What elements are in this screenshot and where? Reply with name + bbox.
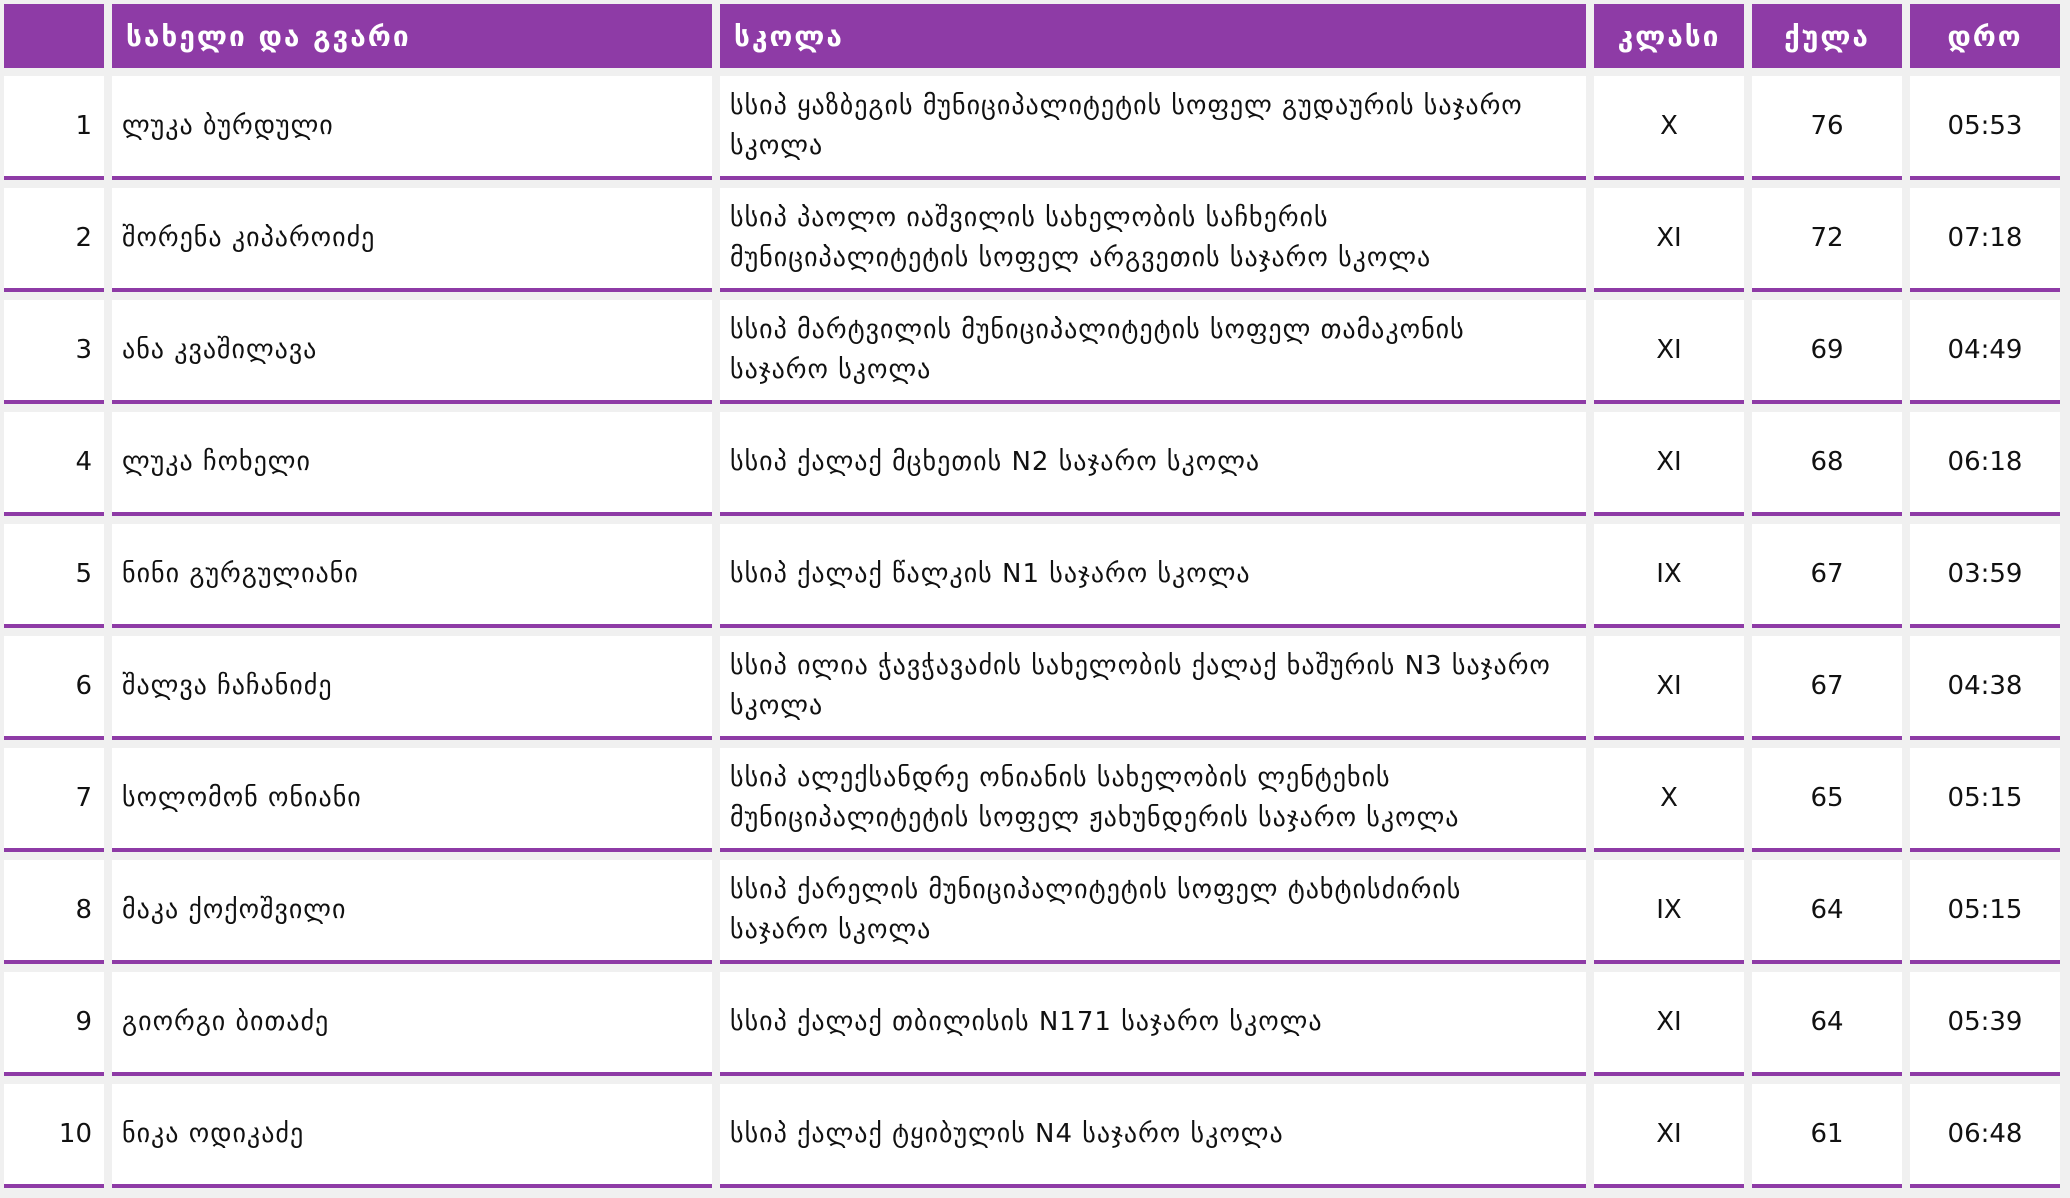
row-school: სსიპ ქალაქ ტყიბულის N4 საჯარო სკოლა <box>720 1084 1586 1188</box>
row-time: 07:18 <box>1910 188 2060 292</box>
row-rank: 5 <box>4 524 104 628</box>
row-score: 67 <box>1752 524 1902 628</box>
row-grade: XI <box>1594 412 1744 516</box>
row-name: ლუკა ბურდული <box>112 76 712 180</box>
row-score: 69 <box>1752 300 1902 404</box>
row-school: სსიპ პაოლო იაშვილის სახელობის საჩხერის მუნიციპალიტეტის სოფელ არგვეთის საჯარო სკოლა <box>720 188 1586 292</box>
row-time: 05:39 <box>1910 972 2060 1076</box>
row-score: 76 <box>1752 76 1902 180</box>
row-rank: 7 <box>4 748 104 852</box>
row-name: სოლომონ ონიანი <box>112 748 712 852</box>
row-score: 72 <box>1752 188 1902 292</box>
row-time: 06:18 <box>1910 412 2060 516</box>
row-name: გიორგი ბითაძე <box>112 972 712 1076</box>
row-school: სსიპ ილია ჭავჭავაძის სახელობის ქალაქ ხაშურის N3 საჯარო სკოლა <box>720 636 1586 740</box>
row-score: 61 <box>1752 1084 1902 1188</box>
header-school: სკოლა <box>720 4 1586 68</box>
row-grade: XI <box>1594 972 1744 1076</box>
row-grade: XI <box>1594 188 1744 292</box>
row-time: 05:15 <box>1910 748 2060 852</box>
header-score: ქულა <box>1752 4 1902 68</box>
row-time: 05:15 <box>1910 860 2060 964</box>
row-school: სსიპ ყაზბეგის მუნიციპალიტეტის სოფელ გუდაურის საჯარო სკოლა <box>720 76 1586 180</box>
row-score: 68 <box>1752 412 1902 516</box>
row-score: 67 <box>1752 636 1902 740</box>
row-school: სსიპ მარტვილის მუნიციპალიტეტის სოფელ თამაკონის საჯარო სკოლა <box>720 300 1586 404</box>
row-rank: 2 <box>4 188 104 292</box>
row-school: სსიპ ქალაქ თბილისის N171 საჯარო სკოლა <box>720 972 1586 1076</box>
row-time: 04:38 <box>1910 636 2060 740</box>
header-name: სახელი და გვარი <box>112 4 712 68</box>
row-school: სსიპ ალექსანდრე ონიანის სახელობის ლენტეხის მუნიციპალიტეტის სოფელ ჟახუნდერის საჯარო სკოლა <box>720 748 1586 852</box>
row-school: სსიპ ქალაქ მცხეთის N2 საჯარო სკოლა <box>720 412 1586 516</box>
row-score: 64 <box>1752 860 1902 964</box>
row-school: სსიპ ქარელის მუნიციპალიტეტის სოფელ ტახტისძირის საჯარო სკოლა <box>720 860 1586 964</box>
row-grade: XI <box>1594 1084 1744 1188</box>
row-name: ლუკა ჩოხელი <box>112 412 712 516</box>
row-grade: XI <box>1594 300 1744 404</box>
row-grade: XI <box>1594 636 1744 740</box>
row-grade: X <box>1594 76 1744 180</box>
row-name: მაკა ქოქოშვილი <box>112 860 712 964</box>
row-name: შორენა კიპაროიძე <box>112 188 712 292</box>
header-time: დრო <box>1910 4 2060 68</box>
row-school: სსიპ ქალაქ წალკის N1 საჯარო სკოლა <box>720 524 1586 628</box>
header-num <box>4 4 104 68</box>
row-name: ნინი გურგულიანი <box>112 524 712 628</box>
row-grade: IX <box>1594 524 1744 628</box>
row-rank: 8 <box>4 860 104 964</box>
row-time: 06:48 <box>1910 1084 2060 1188</box>
row-rank: 1 <box>4 76 104 180</box>
header-grade: კლასი <box>1594 4 1744 68</box>
row-score: 65 <box>1752 748 1902 852</box>
row-time: 04:49 <box>1910 300 2060 404</box>
row-rank: 9 <box>4 972 104 1076</box>
row-name: შალვა ჩაჩანიძე <box>112 636 712 740</box>
row-time: 05:53 <box>1910 76 2060 180</box>
row-rank: 4 <box>4 412 104 516</box>
row-grade: IX <box>1594 860 1744 964</box>
row-grade: X <box>1594 748 1744 852</box>
row-name: ანა კვაშილავა <box>112 300 712 404</box>
row-rank: 6 <box>4 636 104 740</box>
row-name: ნიკა ოდიკაძე <box>112 1084 712 1188</box>
row-rank: 10 <box>4 1084 104 1188</box>
row-rank: 3 <box>4 300 104 404</box>
row-score: 64 <box>1752 972 1902 1076</box>
row-time: 03:59 <box>1910 524 2060 628</box>
